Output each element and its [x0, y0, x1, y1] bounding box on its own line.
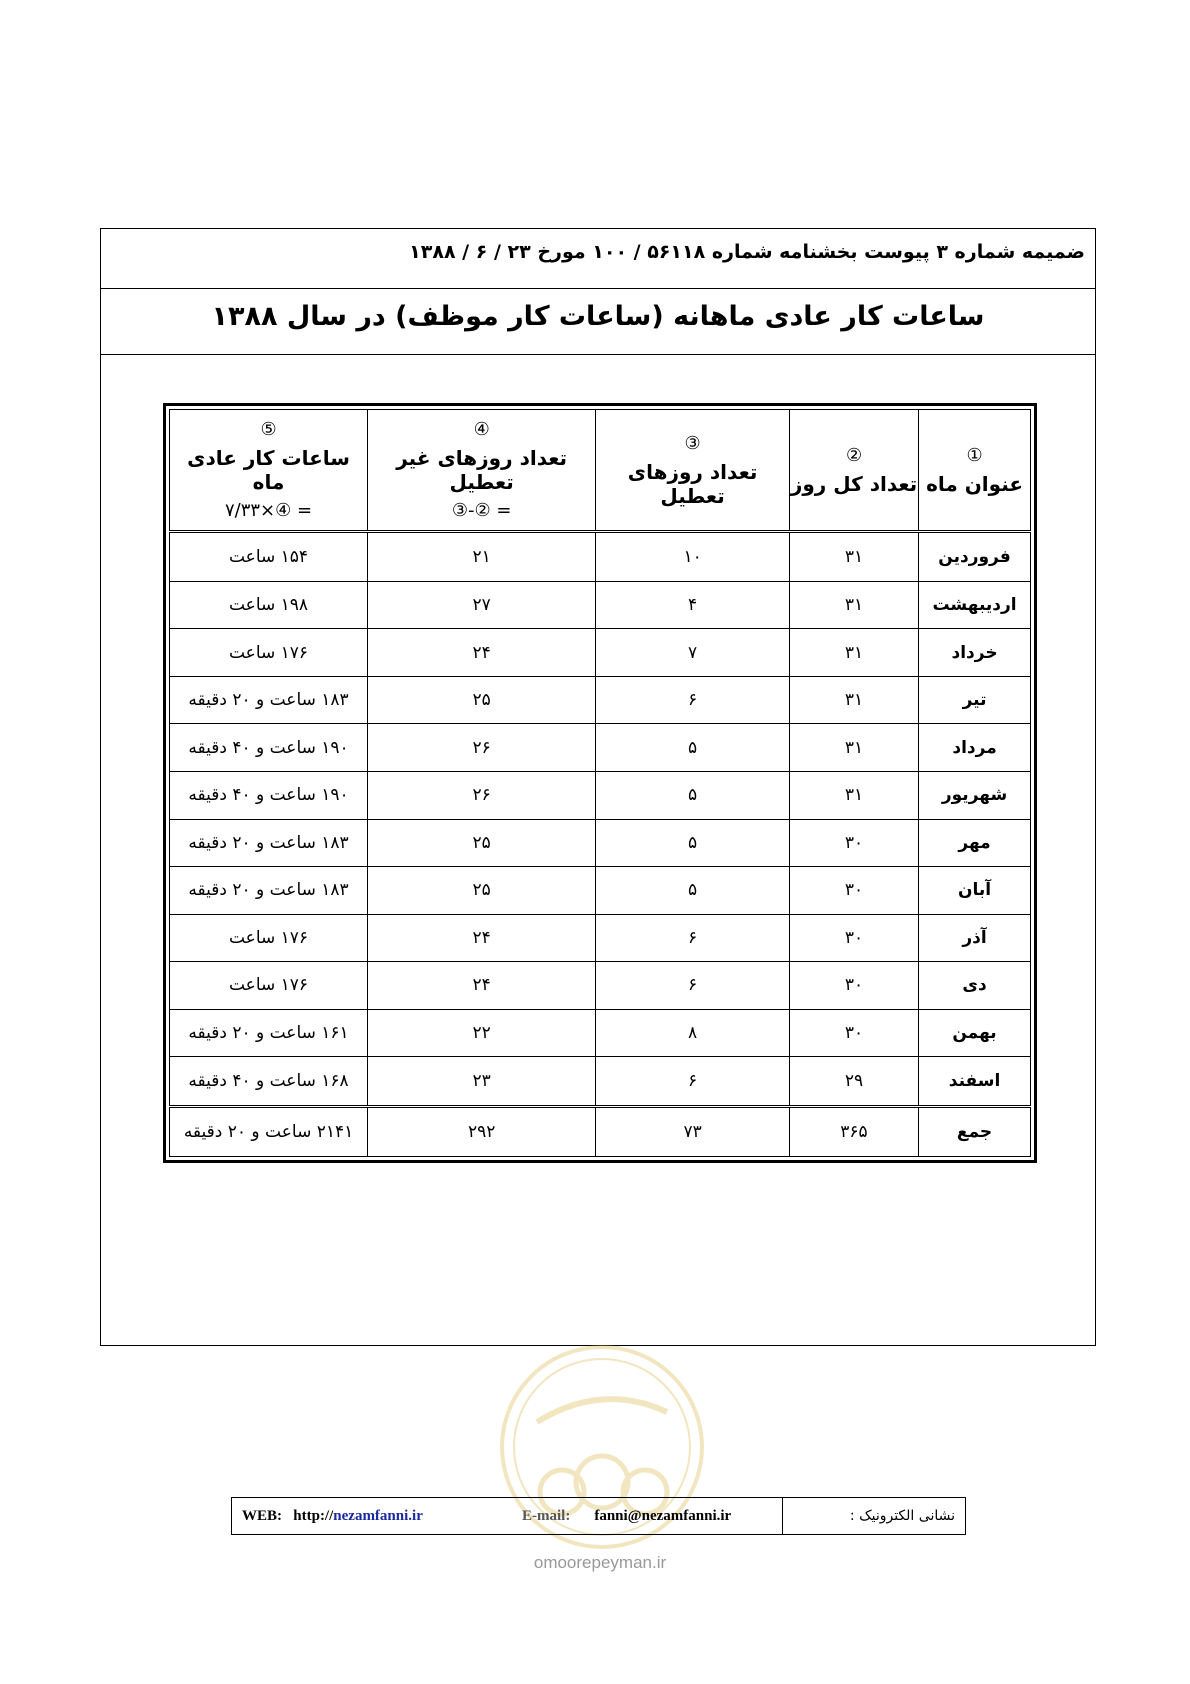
column-header-holidays [596, 410, 790, 532]
document-frame [100, 228, 1096, 1346]
total-days-cell: ۳۱ [789, 581, 918, 629]
column-label: ساعات کار عادی ماه [187, 446, 350, 494]
column-formula: = ④×۷/۳۳ [224, 500, 313, 521]
holidays-cell: ۵ [596, 867, 790, 915]
total-days-cell: ۳۱ [789, 676, 918, 724]
workdays-cell: ۲۴ [368, 962, 596, 1010]
column-label: تعداد روزهای تعطیل [627, 459, 758, 508]
holidays-cell: ۵ [596, 724, 790, 772]
month-cell: شهریور [919, 772, 1031, 820]
hours-cell: ۱۸۳ ساعت و ۲۰ دقیقه [170, 676, 368, 724]
hours-cell: ۱۹۰ ساعت و ۴۰ دقیقه [170, 772, 368, 820]
footer-contact-box [231, 1497, 966, 1535]
hours-cell: ۱۷۶ ساعت [170, 629, 368, 677]
hours-cell: ۱۹۸ ساعت [170, 581, 368, 629]
hours-cell: ۱۶۱ ساعت و ۲۰ دقیقه [170, 1009, 368, 1057]
hours-cell: ۱۸۳ ساعت و ۲۰ دقیقه [170, 819, 368, 867]
watermark-text: omoorepeyman.ir [533, 1553, 667, 1572]
holidays-cell: ۶ [596, 676, 790, 724]
reference-line: ضمیمه شماره ۳ پیوست بخشنامه شماره ۵۶۱۱۸ / ۱۰۰ مورخ ۲۳ / ۶ / ۱۳۸۸ [101, 229, 1095, 289]
holidays-cell: ۶ [596, 1057, 790, 1107]
month-cell: اسفند [919, 1057, 1031, 1107]
workdays-cell: ۲۱ [368, 532, 596, 582]
table-row [170, 581, 1031, 629]
total-days-cell: ۲۹ [789, 1057, 918, 1107]
table-row [170, 1057, 1031, 1107]
workdays-cell: ۲۵ [368, 867, 596, 915]
hours-cell: ۱۵۴ ساعت [170, 532, 368, 582]
column-number: ④ [473, 419, 490, 440]
workdays-cell: ۲۷ [368, 581, 596, 629]
column-number: ② [845, 444, 863, 466]
column-header-hours [170, 410, 368, 532]
workdays-cell: ۲۹۲ [368, 1107, 596, 1157]
month-cell: مهر [919, 819, 1031, 867]
table-row [170, 1009, 1031, 1057]
column-label: تعداد روزهای غیر تعطیل [396, 446, 568, 494]
holidays-cell: ۵ [596, 772, 790, 820]
total-days-cell: ۳۱ [789, 724, 918, 772]
month-cell: خرداد [919, 629, 1031, 677]
workdays-cell: ۲۶ [368, 724, 596, 772]
footer-address-label-cell [782, 1498, 965, 1534]
total-days-cell: ۳۱ [789, 629, 918, 677]
workdays-cell: ۲۵ [368, 819, 596, 867]
holidays-cell: ۴ [596, 581, 790, 629]
footer-email-cell [512, 1498, 782, 1534]
working-hours-table [169, 409, 1031, 1157]
address-label: نشانی الکترونیک : [849, 1508, 955, 1524]
workdays-cell: ۲۳ [368, 1057, 596, 1107]
total-days-cell: ۳۰ [789, 1009, 918, 1057]
column-number: ③ [684, 432, 701, 454]
total-label-cell: جمع [919, 1107, 1031, 1157]
column-label: تعداد کل روز [790, 471, 918, 496]
column-header-month [919, 410, 1031, 532]
stamp-swoosh [537, 1399, 667, 1422]
total-row [170, 1107, 1031, 1157]
total-days-cell: ۳۰ [789, 867, 918, 915]
footer-web-cell [232, 1498, 512, 1534]
table-row [170, 962, 1031, 1010]
column-number: ⑤ [260, 419, 277, 440]
table-header-row [170, 410, 1031, 532]
workdays-cell: ۲۶ [368, 772, 596, 820]
web-link[interactable]: nezamfanni.ir [333, 1507, 423, 1524]
table-row [170, 676, 1031, 724]
month-cell: فروردین [919, 532, 1031, 582]
holidays-cell: ۶ [596, 962, 790, 1010]
total-days-cell: ۳۶۵ [789, 1107, 918, 1157]
hours-table-wrapper [163, 403, 1037, 1163]
workdays-cell: ۲۴ [368, 629, 596, 677]
total-days-cell: ۳۱ [789, 772, 918, 820]
hours-cell: ۱۷۶ ساعت [170, 962, 368, 1010]
table-row [170, 819, 1031, 867]
table-row [170, 724, 1031, 772]
holidays-cell: ۷ [596, 629, 790, 677]
watermark [500, 1553, 700, 1573]
column-number: ① [966, 444, 983, 466]
month-cell: دی [919, 962, 1031, 1010]
holidays-cell: ۸ [596, 1009, 790, 1057]
column-label: عنوان ماه [926, 471, 1024, 496]
total-days-cell: ۳۰ [789, 914, 918, 962]
holidays-cell: ۶ [596, 914, 790, 962]
workdays-cell: ۲۲ [368, 1009, 596, 1057]
month-cell: اردیبهشت [919, 581, 1031, 629]
column-header-workdays [368, 410, 596, 532]
email-link[interactable]: fanni@nezamfanni.ir [594, 1507, 732, 1524]
total-days-cell: ۳۰ [789, 962, 918, 1010]
hours-cell: ۲۱۴۱ ساعت و ۲۰ دقیقه [170, 1107, 368, 1157]
workdays-cell: ۲۵ [368, 676, 596, 724]
table-row [170, 867, 1031, 915]
table-row [170, 629, 1031, 677]
email-label: E-mail: [522, 1507, 571, 1524]
month-cell: بهمن [919, 1009, 1031, 1057]
table-row [170, 772, 1031, 820]
month-cell: آذر [919, 914, 1031, 962]
month-cell: آبان [919, 867, 1031, 915]
hours-cell: ۱۸۳ ساعت و ۲۰ دقیقه [170, 867, 368, 915]
month-cell: مرداد [919, 724, 1031, 772]
total-days-cell: ۳۱ [789, 532, 918, 582]
month-cell: تیر [919, 676, 1031, 724]
holidays-cell: ۷۳ [596, 1107, 790, 1157]
holidays-cell: ۵ [596, 819, 790, 867]
table-row [170, 532, 1031, 582]
hours-cell: ۱۹۰ ساعت و ۴۰ دقیقه [170, 724, 368, 772]
hours-cell: ۱۶۸ ساعت و ۴۰ دقیقه [170, 1057, 368, 1107]
column-formula: = ②-③ [451, 500, 512, 521]
web-prefix: http:// [293, 1507, 334, 1524]
holidays-cell: ۱۰ [596, 532, 790, 582]
hours-cell: ۱۷۶ ساعت [170, 914, 368, 962]
web-label: WEB: [242, 1507, 283, 1524]
total-days-cell: ۳۰ [789, 819, 918, 867]
page-title: ساعات کار عادی ماهانه (ساعات کار موظف) در سال ۱۳۸۸ [101, 289, 1095, 355]
column-header-total-days [789, 410, 918, 532]
table-row [170, 914, 1031, 962]
workdays-cell: ۲۴ [368, 914, 596, 962]
